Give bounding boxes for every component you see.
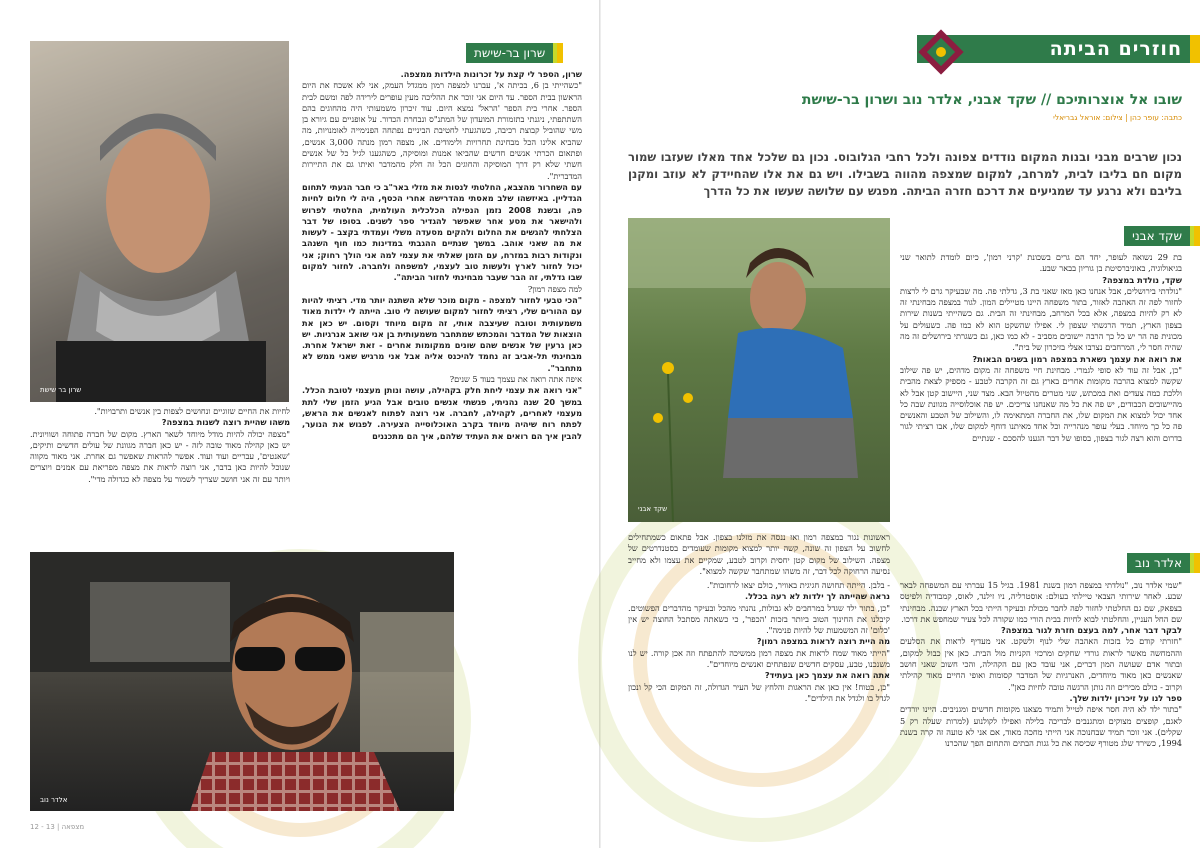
sharon-body-column — [302, 69, 582, 578]
masthead-accent — [1190, 35, 1200, 63]
masthead-emblem-icon — [917, 32, 965, 72]
middle-body-text: ראשונות נגור במצפה רמון ואז ננסה את מזלנו בצפון. אבל פתאום כשמתחילים לחשוב על הצפון זה שונה, קשה יותר למצוא מקומות שעומדים בסטנדרטים של מצפה. השילוב של מקום קטן יחסית וקרוב לטבע, שמקיים את עצמו ולא מחייב נסיעה הרחוקה לכל דבר, זה משהו שמתחבר שקשה למצוא". — [628, 532, 890, 576]
shaked-body-column — [900, 252, 1182, 530]
eldar-body-column — [900, 580, 1182, 826]
sharon-body-text: שרון, הספר לי קצת על זכרונות הילדות ממצפה. "כשהייתי בן 6, בכיתה א', עברנו למצפה רמון ממגדל העמק, אני לא אשכח את היום הראשון בבית הספר. עד היום אני זוכר את ההליכה מעין עופרים לירידה לפה ומשם לבית הספר. אחרי בית הספר 'הראל' נמצא היום. עוד זיכרון משמעותי היה מהחוגים בהם השתתפתי, ניגנתי בתזמורת המועדון של המתנ"ס ונבחרת הכדור. על אופניים עם גיורא בן משי שהוביל קבוצת רכיבה, כשהגעתי לחטיבת הביניים נפתחה הפנימייה לאומנויות, מה שהביא אלינו הכל מבחינת תחרויות ולימודים. אז, מצפה רמון מנתה 3,000 אנשים, ופתאום הכרתי אנשים חדשים שהביאו אמנות ומוסיקה, כשהגענו לגיל כל של אנשים חשתי שלא רק דרך המוסיקה והחוגים הכל זה חלק מהמדבר ואיתו גם את התיירות המדברית". עם השחרור מהצבא, החלטתי לנסות את מזלי באר"ב כי חבר הגעתי לתחום הגדליין. באיזשהו שלב מאסתי מהדרישה אחרי הכסף, היה לי חלום לחיות פה, ובשנת 2008 נזמן הנפילה הכלכלית העולמית, החלטתי לפרוש ולהישאר את מסע אחר שאפשר להגדיר ספר לשנים. בסופו של דבר הצלחתי להגשים את החלום ולהקים מסעדה משלי ועמדתי בקצב - לעשות את מה שאני אוהב. במשך שנתיים ההגבתי במדינות כמו חוף השנהב ונקודות רבות במזרח, עם הזמן שאלתי את עצמי למה אני הולך רחוק; אני יכול לחזור לארץ ולעשות טוב לעצמי, למשפחה ולחברה. לחזור למקום שבו גדלתי, זה הבר שעבר מבחינתי לחזור הביתה". למה מצפה רמון? "הכי טבעי לחזור למצפה - מקום מוכר שלא השתנה יותר מדי. רציתי להיות עם ההורים שלי, רציתי לחזור למקום שעושה לי טוב. הייתה לי ילדות מאוד משמעותית וטובה שעיצבה אותי, זה מקום מיוחד וקסום. יש כאן את הוצאות של המדבר והמכתש שמתחבר משמעותית בן אני שואב אנרגיות. יש כאן גרעין של אנשים שהם שונים ממקומות אחרים - זאת ישראל אחרת. מבחינתי תל-אביב זה נחמד להיכנס אליה אבל אני מרגיש שאני ממש לא מתחבר". איפה אתה רואה את עצמך בעוד 5 שנים? "אני רואה את עצמי ליחת חלק בקהילה, עושה ונותן מעצמי לטובת הכלל. במשך 20 שנה נהניתי, פגשתי אנשים טובים אבל הגיע הזמן שלי לתת מעצמי לאחרים, לקהילה, לחברה. אני רוצה לפתוח לאנשים את הראש, לפתח רוח שיהיה מיוחד בקרב האוכלוסייה הצעירה. לפגוש את הנוער, להבין איך הם רואים את העתיד שלהם, איך הם מתכננים — [302, 69, 583, 441]
shaked-photo-caption: שקד אבני — [638, 505, 668, 513]
eldar-body-text-2: - בלבן. הייתה תחושה חגיגית באוויר, כולם יצאו לרחובות". נראה שהייתה לך ילדות לא רעה בכלל. "כן, בתור ילד שגדל במרחבים לא גבולות, נהנתי מהכל ובעיקר מהדברים הפשוטים. קיבלנו את החינוך הטוב ביותר בזכות 'הכפר', כי כשאתה מסתכל החוצה יש אין 'כלום' זה המשמעות של להיות פנימה". מה היית רוצה לראות במצפה רמון? "הייתי מאוד שמח לראות את מצפה רמון ממשיכה להתפתח וזה אכן קורה. יש לנו משנכנו, טבע, עסקים חדשים שנפתחים ואנשים מיוחדים". אתה רואה את עצמך כאן בעתיד? "כן, בטוח! אין כאן את הראגות והלחץ של העיר הגדולה, זה המקום הכי קל ונכון לגדל בו ולגדל את הילדים". — [628, 580, 890, 703]
masthead — [917, 32, 1200, 66]
eldar-body-text: "שמי אלדר נוב, "נולדתי במצפה רמון בשנת 1981. בגיל 15 עברתי עם המשפחה לבאר שבע. לאחר שירותי הצבאי טיילתי בעולם: אוסטרליה, ניו זילנד, לאוס, קמבודיה ולפיטס בצפאק, שם גם החלטתי לחזור לפה לחבר מכולת ובעיקר הייתי בכל הארץ שבנה. מבחינתי שם החל העניין, והחלטתי לבוא לחיות בבית הורי כמו שקורה לכל צעיר שמחפש את דרכו. לבקר דבר אחר, למה בעצם חזרת לגור במצפה? "חזרתי קודם כל בזכות האהבה שלי לנוף ולשקט. אני מעדיף לראות את הסלעים וההמחשה מאשר לראות גורדי שחקים ומרכזי הקניות מול הבית. כאן אין כבול למקום, ובתור אדם שעושה המון דברים, אני עובד כאן עם הקהילה, והכי חשוב שאני חושב שאנשים כאן מאוד מיוחדים, האנרגיות של המדבר קסומות ואופי החיים מאוד קהילתי וקרוב - כולם מכירים וזה נותן הרגשה טובה לחיות כאן". ספר לנו על זיכרון ילדות שלך. "בתור ילד לא היה חסר איפה לטייל ותמיד מצאנו מקומות חדשים ומגניבים. היינו יורדים לאגם, קופצים מצוקים ומתגנבים לבריכה בלילה ואפילו לקולנוע (למרות שעלה רק 5 שקלים). אני זוכר תמיד שבחנוכה אני הייתי מחכה מאוד, אם אני לא טועה זה קרה בשנת 1994, כשירד שלג מטורף שכיסה את כל גגות הבתים והתחום הפך שהכרנו — [900, 580, 1183, 749]
sharon-photo-caption: שרון בר שישת — [40, 386, 82, 394]
section-header-shaked — [1124, 226, 1200, 246]
eldar-body-column-3 — [628, 580, 890, 740]
masthead-title: חוזרים הביתה — [1049, 38, 1182, 60]
section-title-eldar: אלדר נוב — [1127, 553, 1190, 573]
section-title-shaked: שקד אבני — [1124, 226, 1190, 246]
section-header-eldar — [1127, 553, 1200, 573]
eldar-photo-caption: אלדר נוב — [40, 796, 68, 804]
sharon-photo — [30, 41, 289, 402]
article-lede: נכון שרבים מבני ובנות המקום נודדים צפונה ולכל רחבי הגלובוס. נכון גם שלכל אחד מאלו שעזבו שמור מקום חם בליבו לבית, למרחב, למקום שמצפה מהווה בשבילו. ויש גם את אלו שהחיידק לא עוזב ומקנן בליבם ולא נרגע עד שמגיעים את דרכם חזרה הביתה. מפגש עם שלושה שעשו את כל הדרך — [628, 150, 1182, 198]
sharon-body-text-2: לחיות את החיים שזוגיים ונחושים לצפות בין אנשים ותרבויות". משהו שהיית רוצה לשנות במצפה? "מצפה יכולה להיות מודל מיוחד לשאר הארץ. מקום של חברה פתוחה ושוויונית. יש כאן קהילה מאוד טובה לזה - יש כאן חברה מגוונת של עולים חדשים ותיקים, 'שאנטים', עבריים ועוד ועוד. אפשר להראות שאפשר גם אחרת. אני מאוד מקווה שנוכל להיות כאן בדבר, אני רוצה לראות את מצפה מפריאת עם אמנים ויוצרים ויותר עם זה אני חושב שצריך לשמור על מצפה לא כגדולה מדי". — [30, 406, 290, 484]
article-credits: כתבה: עופר כהן | צילום: אוראל גבריאלי — [1053, 113, 1182, 122]
eldar-photo — [30, 552, 454, 811]
section-header-sharon — [466, 43, 563, 63]
section-title-sharon: שרון בר-שישת — [466, 43, 553, 63]
article-headline: שובו אל אוצרותיכם // שקד אבני, אלדר נוב ושרון בר-שישת — [801, 92, 1182, 108]
page-footer: 12 - 13 | מצפאה — [30, 823, 85, 831]
shaked-photo — [628, 218, 890, 522]
middle-body-column — [628, 532, 890, 576]
shaked-body-text: בת 29 נשואה לעופר, יחד הם גרים בשכונת 'קרני רמון', כיום לומדת לתואר שני בגיאולוגיה, באוניברסיטת בן גוריון בבאר שבע. שקד, נולדת במצפה? "נולדתי בירושלים, אבל אנחנו כאן מאז שאני בת 3, גדלתי פה. מה שבעיקר גרם לי לרצות לחזור לפה זה האהבה לאזור, בתור משפחה היינו מטיילים המון. לגור במצפה מבחינתי זה לא רק להיות במצפה, אלא בכל המרחב, מבחינתי זה הבית. גם כשהייתי בשנות שירות בצפון הארץ, תמיד הרגשתי שצפון לי. אפילו שהשקט הוא לא כמו פה. כשעולים על מכונית פה הר יש כל כך הרבה יישובים מסביב - לא כמו כאן, גם כשגרתי בירושלים זה מה שהיה חסר לי, המרחבים נצרבו אצלי בזיכרון של בית". את רואה את עצמך נשארת במצפה רמון בשנים הבאות? "כן, אבל זה עוד לא סופי לגמרי. מבחינת חיי משפחה זה מקום מדהים, יש פה שילוב שקשה למצוא בהרבה מקומות אחרים בארץ גם זה הקרבה לטבע - מספיק לצאת מהבית וללכת כמה צעדים ואת במכתש, שני מטרים מהטיול הבא. מצד שני, היישוב קטן אבל לא מהיישובים הכבודים, יש פה את כל מה שאנחנו צריכים. יש פה אוכלוסייה מגוונת שבה כל אחד יכול למצוא את המקום שלו, את החברה המתאימה לו, והשילוב של הטבע והאנשים פה כל כך מיוחד. בעלי עופר מנהרייה וכל אחד מאיתנו דוחף למקום שלו, אבו רציתי לגור בדרום והוא רצה לגור בצפון, בסופו של דבר הגענו להסכם - שנתיים — [900, 252, 1183, 443]
